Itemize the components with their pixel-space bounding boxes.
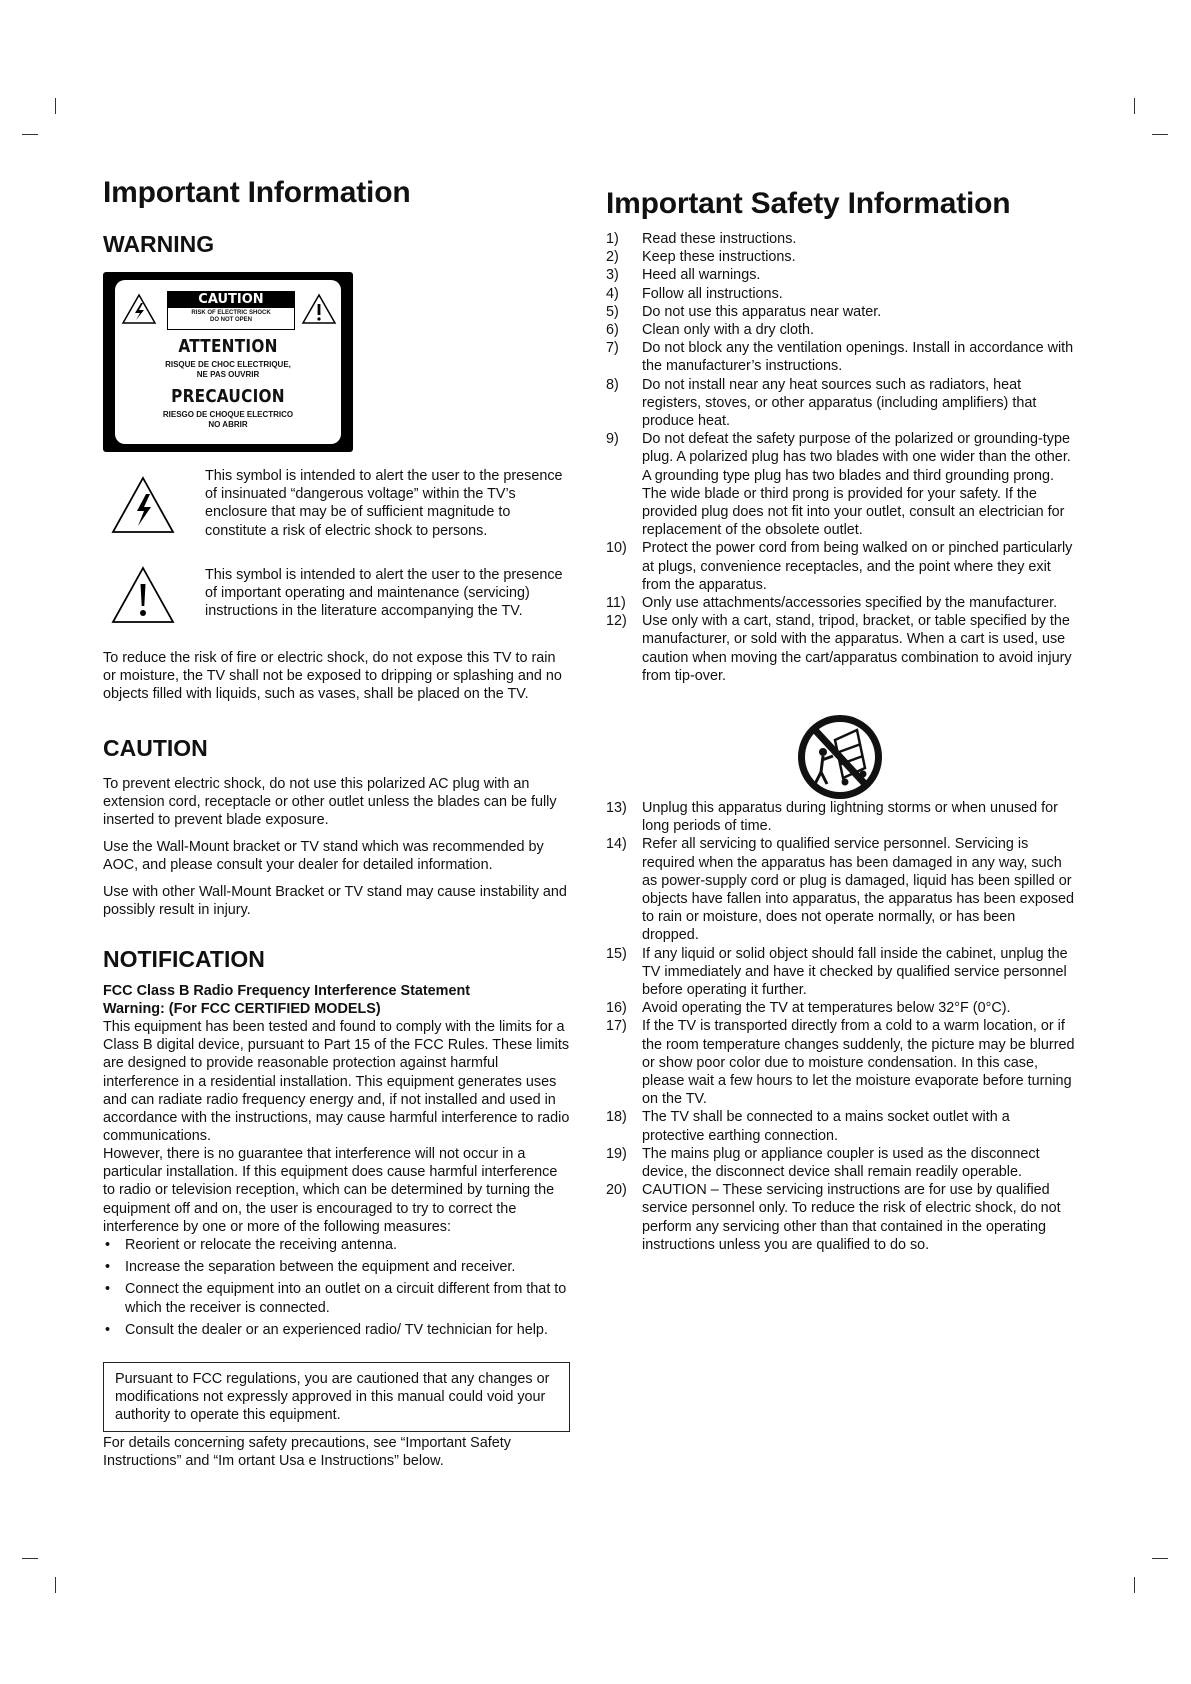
crop-mark [1134,1577,1135,1593]
list-item: 12) Use only with a cart, stand, tripod, bracket, or table specified by the manufacturer, or sold with the apparatus. When a cart is used, use caution when moving the cart/apparatus combination to avoid injury from tip-over. [606,613,1072,684]
footer-text: For details concerning safety precautions, see “Important Safety Instructions” and “Im ortant Usa e Instructions” below. [103,1435,511,1470]
warning-heading: WARNING [103,231,215,257]
list-item: • Increase the separation between the equipment and receiver. [105,1259,516,1276]
dangerous-voltage-icon [111,476,175,534]
list-item: 11) Only use attachments/accessories specified by the manufacturer. [606,595,1058,612]
list-item: 16) Avoid operating the TV at temperatures below 32°F (0°C). [606,1000,1011,1017]
list-item: 10) Protect the power cord from being walked on or pinched particularly at plugs, convenience receptacles, and the point where they exit from the apparatus. [606,540,1073,593]
crop-mark [1152,1558,1168,1559]
crop-mark [55,1577,56,1593]
cart-tip-over-warning-icon [795,712,885,802]
safety-list-b [606,799,1076,1254]
label-caution: CAUTION [168,292,294,308]
label-precaucion-sub: NO ABRIR [208,420,248,429]
label-precaucion-sub: RIESGO DE CHOQUE ELECTRICO [162,410,294,419]
list-item: 17) If the TV is transported directly from a cold to a warm location, or if the room temperature changes suddenly, the picture may be blurred or show poor color due to moisture condensation. In this case, please wait a few hours to let the moisture evaporate before turning on the TV. [606,1018,1075,1108]
list-item: • Consult the dealer or an experienced radio/ TV technician for help. [105,1321,548,1338]
list-item: 2) Keep these instructions. [606,249,796,266]
label-attention-sub: RISQUE DE CHOC ELECTRIQUE, [165,360,291,369]
fcc-paragraph: This equipment has been tested and found to comply with the limits for a Class B digital device, pursuant to Part 15 of the FCC Rules. These limits are designed to provide reasonable protection against harmful interference in a residential installation. This equipment generates uses and can radiate radio frequency energy and, if not installed and used in accordance with the instructions, may cause harmful interference to radio communications. [103,1019,570,1145]
safety-title: Important Safety Information [606,187,1011,220]
label-attention: ATTENTION [178,336,278,357]
exclamation-warning-icon [111,566,175,624]
fire-warning-text: To reduce the risk of fire or electric shock, do not expose this TV to rain or moisture, the TV shall not be exposed to dripping or splashing and no objects filled with liquids, such as vases, shall be placed on the TV. [103,650,562,703]
caution-heading: CAUTION [103,735,208,761]
list-item: 20) CAUTION – These servicing instructions are for use by qualified service personnel only. To reduce the risk of electric shock, do not perform any servicing other than that contained in the operating instructions unless you are qualified to do so. [606,1182,1061,1253]
list-item: 7) Do not block any the ventilation openings. Install in accordance with the manufacturer’s instructions. [606,340,1074,375]
notification-heading: NOTIFICATION [103,946,265,972]
fcc-notice-text: Pursuant to FCC regulations, you are cautioned that any changes or modifications not expressly approved in this manual could void your authority to operate this equipment. [115,1371,550,1424]
label-attention-sub: NE PAS OUVRIR [196,370,260,379]
lightning-triangle-icon [121,293,157,325]
crop-mark [22,1558,38,1559]
list-item: 6) Clean only with a dry cloth. [606,322,814,339]
list-item: 18) The TV shall be connected to a mains socket outlet with a protective earthing connection. [606,1109,1010,1144]
fcc-warning: Warning: (For FCC CERTIFIED MODELS) [103,1001,381,1017]
caution-paragraph: Use the Wall-Mount bracket or TV stand which was recommended by AOC, and please consult your dealer for detailed information. [103,839,544,874]
label-caution-sub: RISK OF ELECTRIC SHOCK [191,310,271,316]
crop-mark [55,98,56,114]
list-item: 13) Unplug this apparatus during lightning storms or when unused for long periods of time. [606,800,1058,835]
safety-list-a [606,230,1076,685]
list-item: 15) If any liquid or solid object should fall inside the cabinet, unplug the TV immediately and have it checked by qualified service personnel before operating it further. [606,945,1068,999]
crop-mark [1134,98,1135,114]
fcc-paragraph: However, there is no guarantee that interference will not occur in a particular installation. If this equipment does cause harmful interference to radio or television reception, which can be determined by turning the equipment off and on, the user is encouraged to try to correct the interference by one or more of the following measures: [103,1146,558,1235]
label-precaucion: PRECAUCION [171,386,285,407]
interference-measures-list [103,1236,570,1339]
list-item: 14) Refer all servicing to qualified service personnel. Servicing is required when the apparatus has been damaged in any way, such as power-supply cord or plug is damaged, liquid has been spilled or objects have fallen into apparatus, the apparatus has been exposed to rain or moisture, does not operate normally, or has been dropped. [606,836,1075,944]
list-item: 3) Heed all warnings. [606,267,761,284]
label-caution-sub: DO NOT OPEN [209,317,252,323]
caution-label [103,272,353,452]
list-item: • Connect the equipment into an outlet on a circuit different from that to which the receiver is connected. [105,1281,567,1316]
crop-mark [22,134,38,135]
list-item: 5) Do not use this apparatus near water. [606,303,882,320]
symbol1-description: This symbol is intended to alert the user to the presence of insinuated “dangerous voltage” within the TV’s enclosure that may be of sufficient magnitude to constitute a risk of electric shock to persons. [205,468,563,539]
list-item: 1) Read these instructions. [606,231,797,247]
crop-mark [1152,134,1168,135]
list-item: 8) Do not install near any heat sources such as radiators, heat registers, stoves, or other apparatus (including amplifiers) that produce heat. [606,376,1037,430]
list-item: 4) Follow all instructions. [606,285,783,302]
page-title: Important Information [103,176,411,209]
list-item: 19) The mains plug or appliance coupler is used as the disconnect device, the disconnect device shall remain readily operable. [606,1145,1040,1181]
symbol2-description: This symbol is intended to alert the user to the presence of important operating and maintenance (servicing) instructions in the literature accompanying the TV. [205,567,563,620]
exclamation-triangle-icon [301,293,337,325]
caution-paragraph: To prevent electric shock, do not use this polarized AC plug with an extension cord, receptacle or other outlet unless the blades can be fully inserted to prevent blade exposure. [103,776,557,829]
list-item: 9) Do not defeat the safety purpose of the polarized or grounding-type plug. A polarized plug has two blades with one wider than the other. A grounding type plug has two blades and third grounding prong. The wide blade or third prong is provided for your safety. If the provided plug does not fit into your outlet, consult an electrician for replacement of the obsolete outlet. [606,431,1071,539]
fcc-notice-box [103,1362,570,1432]
fcc-title: FCC Class B Radio Frequency Interference Statement [103,983,471,999]
caution-paragraph: Use with other Wall-Mount Bracket or TV stand may cause instability and possibly result in injury. [103,884,567,919]
list-item: • Reorient or relocate the receiving antenna. [105,1237,397,1253]
